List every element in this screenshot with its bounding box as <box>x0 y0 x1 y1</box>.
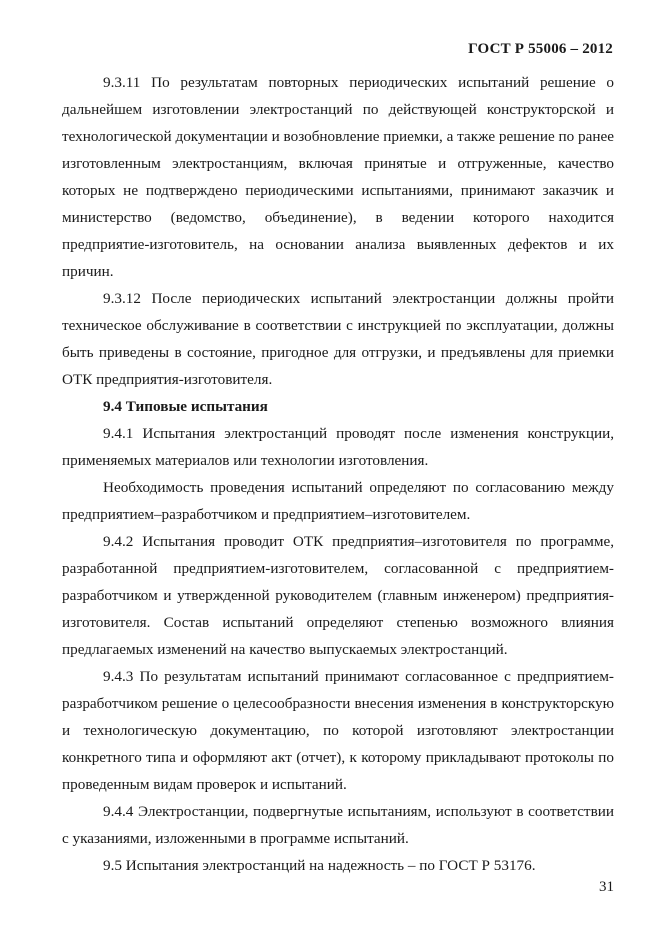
paragraph-9-3-12: 9.3.12 После периодических испытаний электростанции должны пройти техническое обслуживание в соответствии с инструкцией по эксплуатации, должны быть приведены в состояние, пригодное для отгрузки, и предъявлены для приемки ОТК предприятия-изготовителя. <box>62 290 614 388</box>
paragraph-9-5: 9.5 Испытания электростанций на надежность – по ГОСТ Р 53176. <box>103 857 536 874</box>
paragraph-necessity: Необходимость проведения испытаний определяют по согласованию между предприятием–разработчиком и предприятием–изготовителем. <box>62 479 614 523</box>
document-header: ГОСТ Р 55006 – 2012 <box>468 41 613 57</box>
document-body <box>62 69 614 879</box>
paragraph-9-4-3: 9.4.3 По результатам испытаний принимают согласованное с предприятием-разработчиком решение о целесообразности внесения изменения в конструкторскую и технологическую документацию, по которой изготовляют электростанции конкретного типа и оформляют акт (отчет), к которому прикладывают протоколы по проведенным видам проверок и испытаний. <box>62 668 614 793</box>
paragraph-9-4-1: 9.4.1 Испытания электростанций проводят после изменения конструкции, применяемых материалов или технологии изготовления. <box>62 425 614 469</box>
paragraph-9-4-4: 9.4.4 Электростанции, подвергнутые испытаниям, используют в соответствии с указаниями, изложенными в программе испытаний. <box>62 803 614 847</box>
paragraph-9-3-11: 9.3.11 По результатам повторных периодических испытаний решение о дальнейшем изготовлении электростанций по действующей конструкторской и технологической документации и возобновление приемки, а также решение по ранее изготовленным электростанциям, включая принятые и отгруженные, качество которых не подтверждено периодическими испытаниями, принимают заказчик и министерство (ведомство, объединение), в ведении которого находится предприятие-изготовитель, на основании анализа выявленных дефектов и их причин. <box>62 74 614 280</box>
paragraph-9-4-2: 9.4.2 Испытания проводит ОТК предприятия–изготовителя по программе, разработанной предприятием-изготовителем, согласованной с предприятием-разработчиком и утвержденной руководителем (главным инженером) предприятия-изготовителя. Состав испытаний определяют степенью возможного влияния предлагаемых изменений на качество выпускаемых электростанций. <box>62 533 614 658</box>
section-heading-9-4: 9.4 Типовые испытания <box>103 398 268 415</box>
page-number: 31 <box>599 879 614 895</box>
